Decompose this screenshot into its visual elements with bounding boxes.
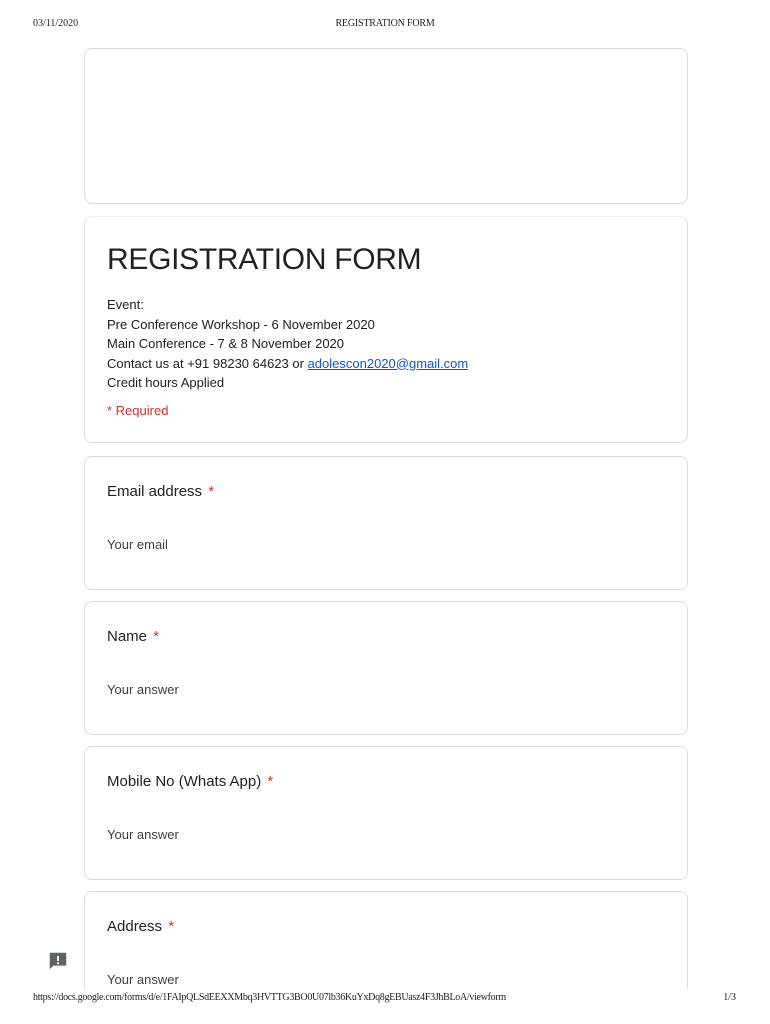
required-asterisk: *	[208, 483, 215, 500]
description-line: Credit hours Applied	[107, 375, 225, 390]
contact-email-link[interactable]: adolescon2020@gmail.com	[307, 355, 469, 371]
description-line: Main Conference - 7 & 8 November 2020	[107, 336, 345, 351]
required-asterisk: *	[267, 773, 274, 790]
required-asterisk: *	[168, 918, 175, 935]
question-label	[107, 483, 214, 500]
print-header	[0, 18, 770, 32]
required-note: * Required	[107, 403, 169, 418]
description-line: Event:	[107, 297, 144, 312]
question-label-text: Name	[107, 628, 148, 645]
email-input[interactable]: Your email	[107, 537, 168, 552]
print-url: https://docs.google.com/forms/d/e/1FAIpQLSdEEXXMbq3HVTTG3BO0U07lb36KuYxDq8gEBUasz4F3JhBLoA/viewform	[33, 992, 506, 1003]
question-email	[84, 456, 688, 590]
question-label	[107, 773, 273, 790]
print-date: 03/11/2020	[33, 18, 79, 29]
question-label	[107, 628, 159, 645]
contact-text: Contact us at +91 98230 64623 or	[107, 355, 308, 371]
form-title: REGISTRATION FORM	[107, 243, 422, 276]
header-banner	[84, 48, 688, 204]
form-title-card	[84, 216, 688, 443]
question-name	[84, 601, 688, 735]
address-input[interactable]: Your answer	[107, 972, 179, 987]
form-description	[107, 295, 468, 393]
question-address	[84, 891, 688, 989]
mobile-input[interactable]: Your answer	[107, 827, 179, 842]
page-number: 1/3	[723, 992, 736, 1003]
name-input[interactable]: Your answer	[107, 682, 179, 697]
contact-line	[107, 354, 468, 374]
description-line: Pre Conference Workshop - 6 November 2020	[107, 316, 375, 332]
question-label	[107, 918, 174, 935]
print-title: REGISTRATION FORM	[335, 18, 435, 29]
feedback-icon[interactable]	[47, 950, 69, 972]
question-mobile	[84, 746, 688, 880]
required-asterisk: *	[153, 628, 160, 645]
print-footer	[0, 992, 770, 1006]
question-label-text: Mobile No (Whats App)	[107, 773, 262, 790]
question-label-text: Email address	[107, 483, 203, 500]
question-label-text: Address	[107, 918, 163, 935]
